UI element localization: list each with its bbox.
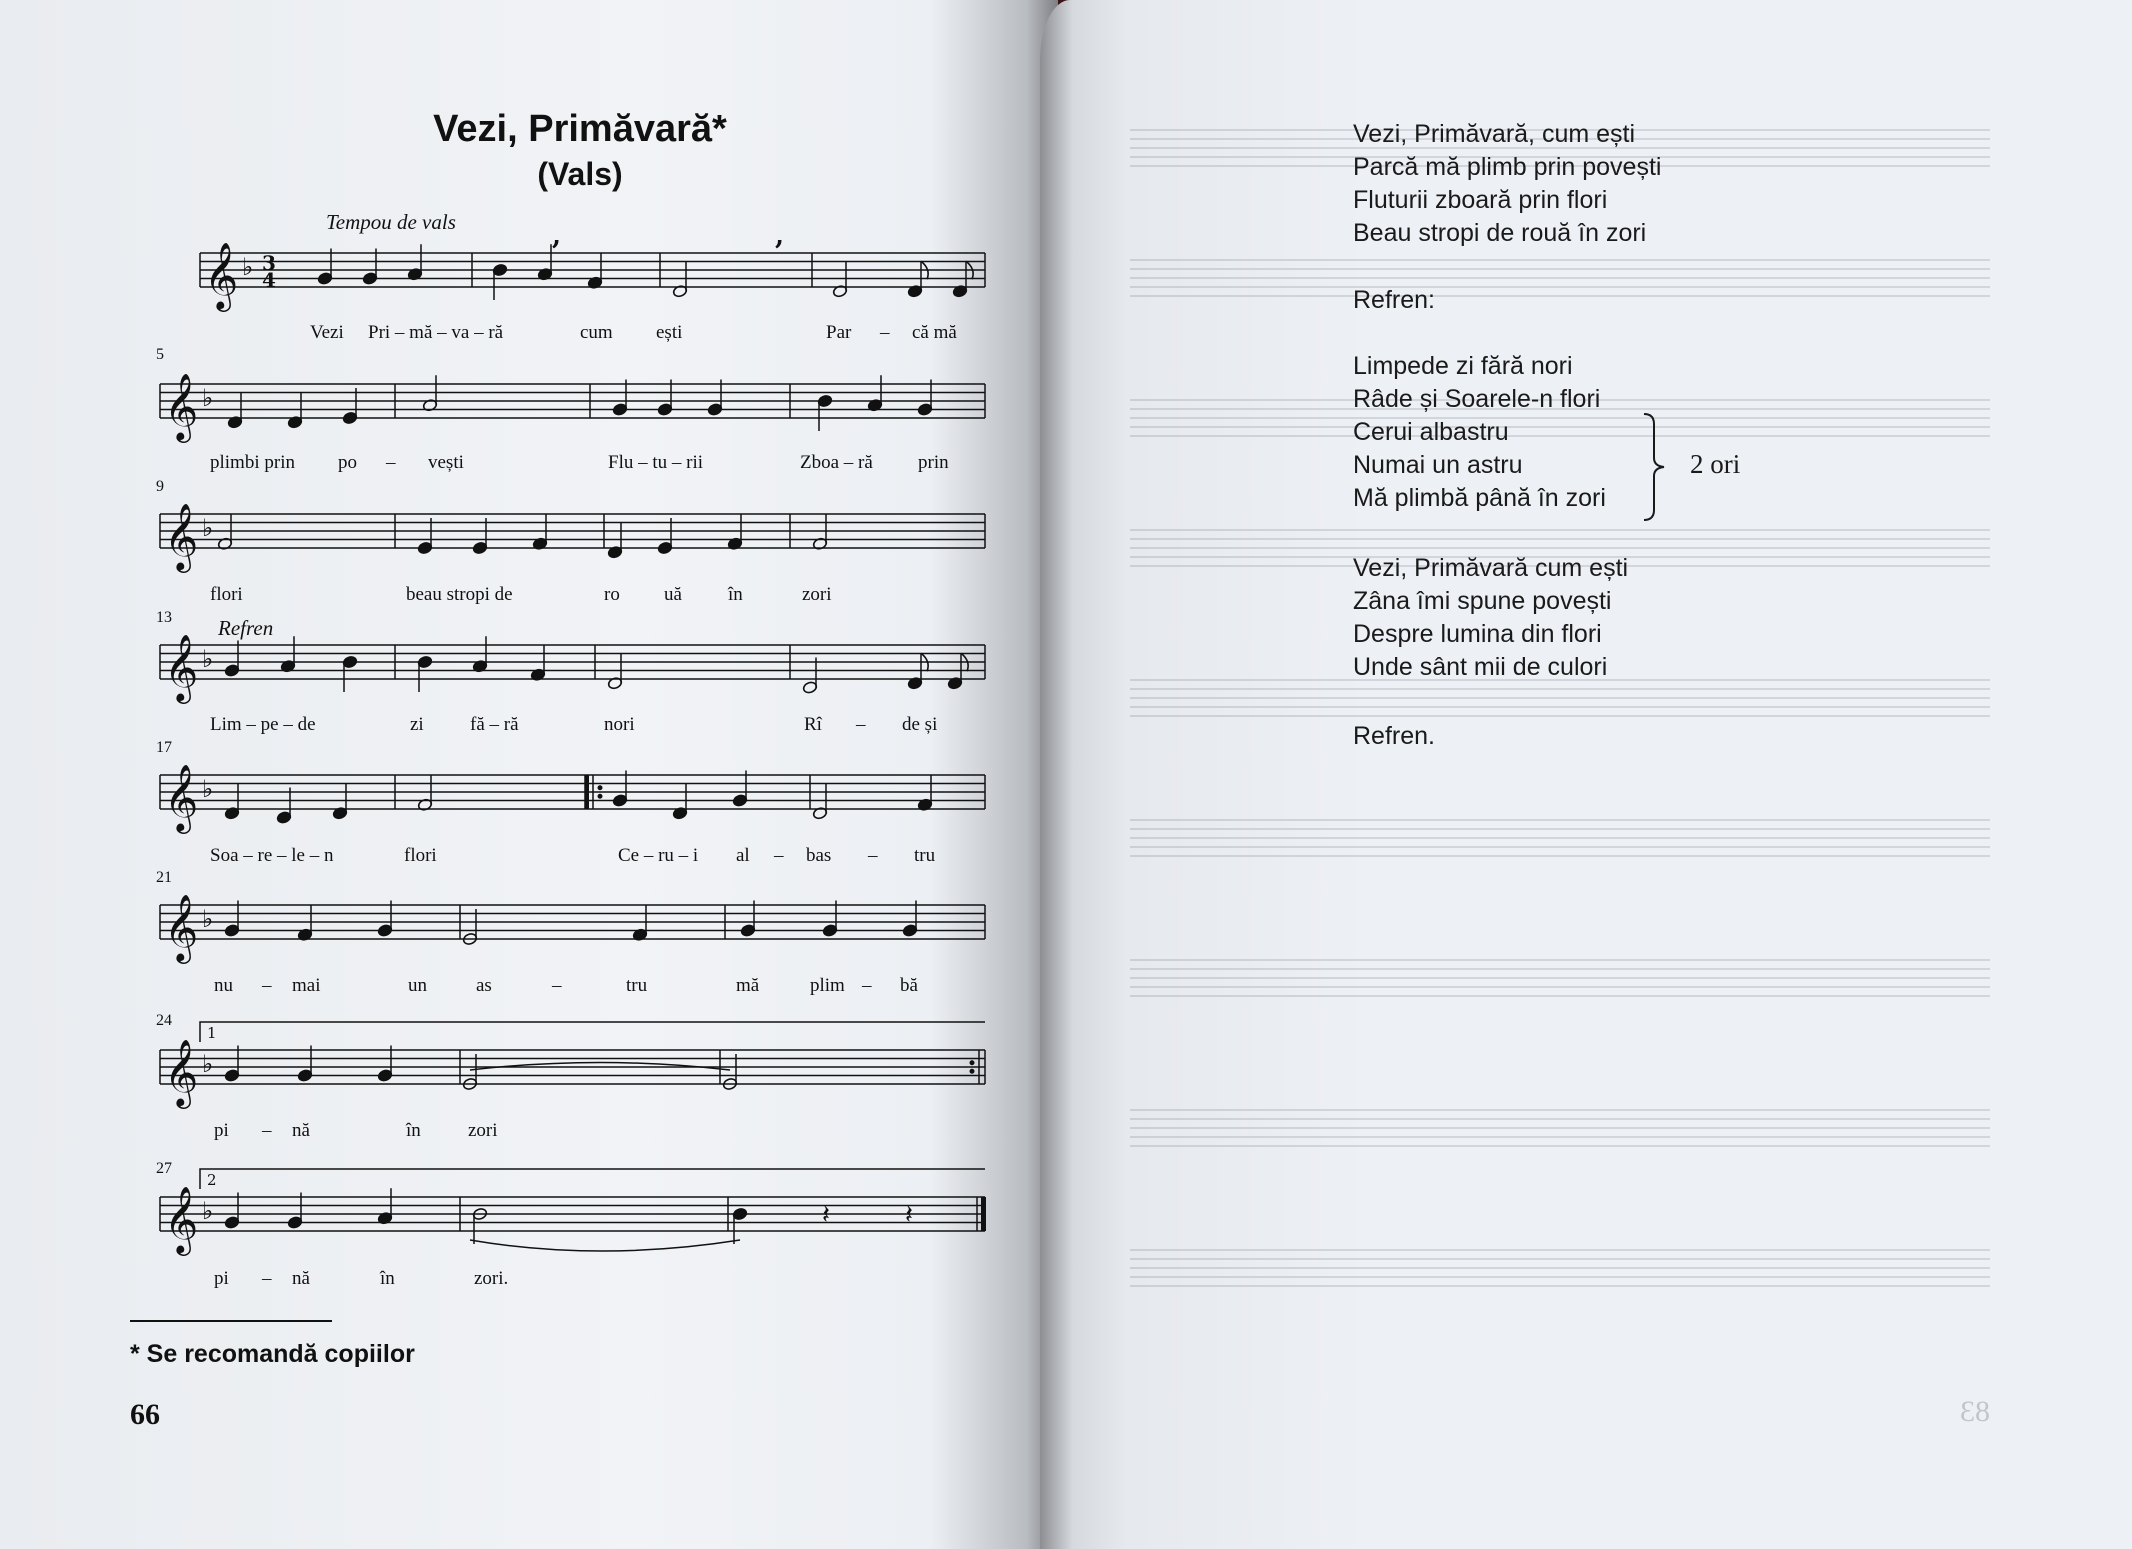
lyric-syllable: prin bbox=[918, 452, 949, 473]
lyric-syllable: pi bbox=[214, 1120, 229, 1141]
measure-number: 27 bbox=[156, 1160, 172, 1177]
verse-line: Vezi, Primăvară, cum ești bbox=[1353, 120, 1636, 148]
key-flat-icon: ♭ bbox=[202, 1050, 214, 1078]
lyric-syllable: Zboa – ră bbox=[800, 452, 873, 473]
lyric-syllable: Ce – ru – i bbox=[618, 845, 699, 866]
lyric-syllable: ești bbox=[656, 322, 683, 343]
treble-clef-icon: 𝄞 bbox=[164, 372, 199, 440]
refren-end bbox=[1353, 720, 1435, 753]
verse-line: Zâna îmi spune povești bbox=[1353, 587, 1612, 615]
lyric-syllable: – bbox=[262, 1120, 272, 1141]
verse-line: Fluturii zboară prin flori bbox=[1353, 186, 1608, 214]
show-through-page-number: 83 bbox=[1960, 1395, 1990, 1428]
lyric-syllable: bas bbox=[806, 845, 832, 866]
lyric-syllable: as bbox=[476, 975, 492, 996]
lyrics-system-2 bbox=[200, 452, 1000, 478]
lyric-syllable: ro bbox=[604, 584, 620, 605]
treble-clef-icon: 𝄞 bbox=[164, 633, 199, 701]
repeat-dot bbox=[970, 1069, 975, 1074]
lyric-syllable: plim bbox=[810, 975, 845, 996]
treble-clef-icon: 𝄞 bbox=[204, 241, 239, 309]
repeat-dot bbox=[598, 794, 603, 799]
footnote: * Se recomandă copiilor bbox=[130, 1340, 415, 1368]
lyric-syllable: pi bbox=[214, 1268, 229, 1289]
tempo-marking: Tempou de vals bbox=[326, 210, 456, 234]
lyric-syllable: zori bbox=[802, 584, 832, 605]
verse-line: Vezi, Primăvară cum ești bbox=[1353, 554, 1629, 582]
lyric-syllable: beau stropi de bbox=[406, 584, 513, 605]
refren-stanza bbox=[1353, 350, 1606, 515]
breath-mark: , bbox=[775, 221, 785, 251]
lyric-syllable: nă bbox=[292, 1268, 310, 1289]
song-subtitle: (Vals) bbox=[537, 156, 623, 192]
treble-clef-icon: 𝄞 bbox=[164, 1038, 199, 1106]
lyric-syllable: Vezi bbox=[310, 322, 344, 343]
verse-line: Mă plimbă până în zori bbox=[1353, 484, 1606, 512]
key-flat-icon: ♭ bbox=[202, 1197, 214, 1225]
lyric-syllable: mai bbox=[292, 975, 321, 996]
footnote-rule bbox=[130, 1320, 332, 1322]
repeat-brace bbox=[1640, 412, 1690, 522]
lyric-syllable: că mă bbox=[912, 322, 957, 343]
lyric-syllable: tru bbox=[914, 845, 936, 866]
lyric-syllable: plimbi prin bbox=[210, 452, 295, 473]
lyric-syllable: Par bbox=[826, 322, 852, 343]
breath-mark: , bbox=[552, 221, 562, 251]
lyric-syllable: Soa – re – le – n bbox=[210, 845, 334, 866]
lyrics-system-7 bbox=[200, 1120, 1000, 1146]
treble-clef-icon: 𝄞 bbox=[164, 1185, 199, 1253]
volta-number: 2 bbox=[207, 1171, 217, 1189]
refren-label-text: Refren: bbox=[1353, 286, 1435, 314]
lyric-syllable: vești bbox=[428, 452, 464, 473]
verse-line: Limpede zi fără nori bbox=[1353, 352, 1573, 380]
lyrics-system-1 bbox=[200, 322, 1000, 348]
verse-line: Numai un astru bbox=[1353, 451, 1523, 479]
stanza-1 bbox=[1353, 118, 1661, 250]
lyrics-system-8 bbox=[200, 1268, 1000, 1294]
lyric-syllable: po bbox=[338, 452, 357, 473]
measure-number: 17 bbox=[156, 739, 172, 756]
repeat-dot bbox=[598, 785, 603, 790]
lyric-syllable: Lim – pe – de bbox=[210, 714, 316, 735]
verse-line: Despre lumina din flori bbox=[1353, 620, 1602, 648]
lyric-syllable: Rî bbox=[804, 714, 822, 735]
lyric-syllable: de și bbox=[902, 714, 938, 735]
refren-label bbox=[1353, 284, 1435, 317]
treble-clef-icon: 𝄞 bbox=[164, 502, 199, 570]
lyric-syllable: fă – ră bbox=[470, 714, 519, 735]
lyric-syllable: – bbox=[262, 975, 272, 996]
volta-number: 1 bbox=[207, 1024, 217, 1042]
tie-arc bbox=[470, 1240, 740, 1251]
lyric-syllable: zori. bbox=[474, 1268, 509, 1289]
measure-number: 9 bbox=[156, 478, 164, 495]
lyric-syllable: un bbox=[408, 975, 427, 996]
lyric-syllable: – bbox=[262, 1268, 272, 1289]
key-flat-icon: ♭ bbox=[202, 645, 214, 673]
quarter-rest-icon: 𝄽 bbox=[905, 1200, 913, 1230]
verse-line: Beau stropi de rouă în zori bbox=[1353, 219, 1647, 247]
lyric-syllable: al bbox=[736, 845, 750, 866]
lyric-syllable: flori bbox=[210, 584, 243, 605]
verse-line: Cerui albastru bbox=[1353, 418, 1509, 446]
lyric-syllable: mă bbox=[736, 975, 760, 996]
lyric-syllable: bă bbox=[900, 975, 918, 996]
lyric-syllable: zori bbox=[468, 1120, 498, 1141]
lyrics-system-5 bbox=[200, 845, 1000, 871]
lyric-syllable: flori bbox=[404, 845, 437, 866]
measure-number: 21 bbox=[156, 869, 172, 886]
quarter-rest-icon: 𝄽 bbox=[822, 1200, 830, 1230]
lyric-syllable: Pri – mă – va – ră bbox=[368, 322, 504, 343]
volta-bracket bbox=[200, 1169, 985, 1189]
verse-line: Râde și Soarele-n flori bbox=[1353, 385, 1601, 413]
key-flat-icon: ♭ bbox=[242, 253, 254, 281]
stanza-2 bbox=[1353, 552, 1628, 684]
lyric-syllable: – bbox=[774, 845, 784, 866]
refren-end-text: Refren. bbox=[1353, 722, 1435, 750]
verse-line: Unde sânt mii de culori bbox=[1353, 653, 1608, 681]
measure-number: 13 bbox=[156, 609, 172, 626]
lyric-syllable: Flu – tu – rii bbox=[608, 452, 704, 473]
measure-number: 24 bbox=[156, 1012, 172, 1029]
treble-clef-icon: 𝄞 bbox=[164, 893, 199, 961]
lyric-syllable: în bbox=[728, 584, 743, 605]
lyric-syllable: – bbox=[856, 714, 866, 735]
verse-line: Parcă mă plimb prin povești bbox=[1353, 153, 1662, 181]
lyric-syllable: – bbox=[868, 845, 878, 866]
refren-marker: Refren bbox=[218, 616, 274, 640]
lyric-syllable: – bbox=[386, 452, 396, 473]
page-number: 66 bbox=[130, 1398, 160, 1431]
volta-bracket bbox=[200, 1022, 985, 1042]
key-flat-icon: ♭ bbox=[202, 905, 214, 933]
key-flat-icon: ♭ bbox=[202, 514, 214, 542]
time-signature-top: 3 bbox=[262, 251, 276, 275]
lyric-syllable: nă bbox=[292, 1120, 310, 1141]
time-signature-bottom: 4 bbox=[262, 268, 276, 292]
lyric-syllable: în bbox=[406, 1120, 421, 1141]
lyric-syllable: cum bbox=[580, 322, 613, 343]
repeat-start-thick bbox=[585, 775, 589, 809]
song-title: Vezi, Primăvară* bbox=[433, 108, 727, 150]
lyrics-system-6 bbox=[200, 975, 1000, 1001]
lyric-syllable: în bbox=[380, 1268, 395, 1289]
lyric-syllable: zi bbox=[410, 714, 424, 735]
treble-clef-icon: 𝄞 bbox=[164, 763, 199, 831]
lyric-syllable: tru bbox=[626, 975, 648, 996]
measure-number: 5 bbox=[156, 346, 164, 363]
lyric-syllable: – bbox=[862, 975, 872, 996]
lyrics-system-4 bbox=[200, 714, 1000, 740]
lyric-syllable: nori bbox=[604, 714, 635, 735]
lyric-syllable: nu bbox=[214, 975, 233, 996]
key-flat-icon: ♭ bbox=[202, 775, 214, 803]
lyric-syllable: – bbox=[552, 975, 562, 996]
lyric-syllable: uă bbox=[664, 584, 682, 605]
final-barline-thick bbox=[981, 1197, 986, 1231]
lyrics-system-3 bbox=[200, 584, 1000, 610]
lyric-syllable: – bbox=[880, 322, 890, 343]
repeat-dot bbox=[970, 1060, 975, 1065]
key-flat-icon: ♭ bbox=[202, 384, 214, 412]
repeat-note: 2 ori bbox=[1690, 449, 1741, 479]
